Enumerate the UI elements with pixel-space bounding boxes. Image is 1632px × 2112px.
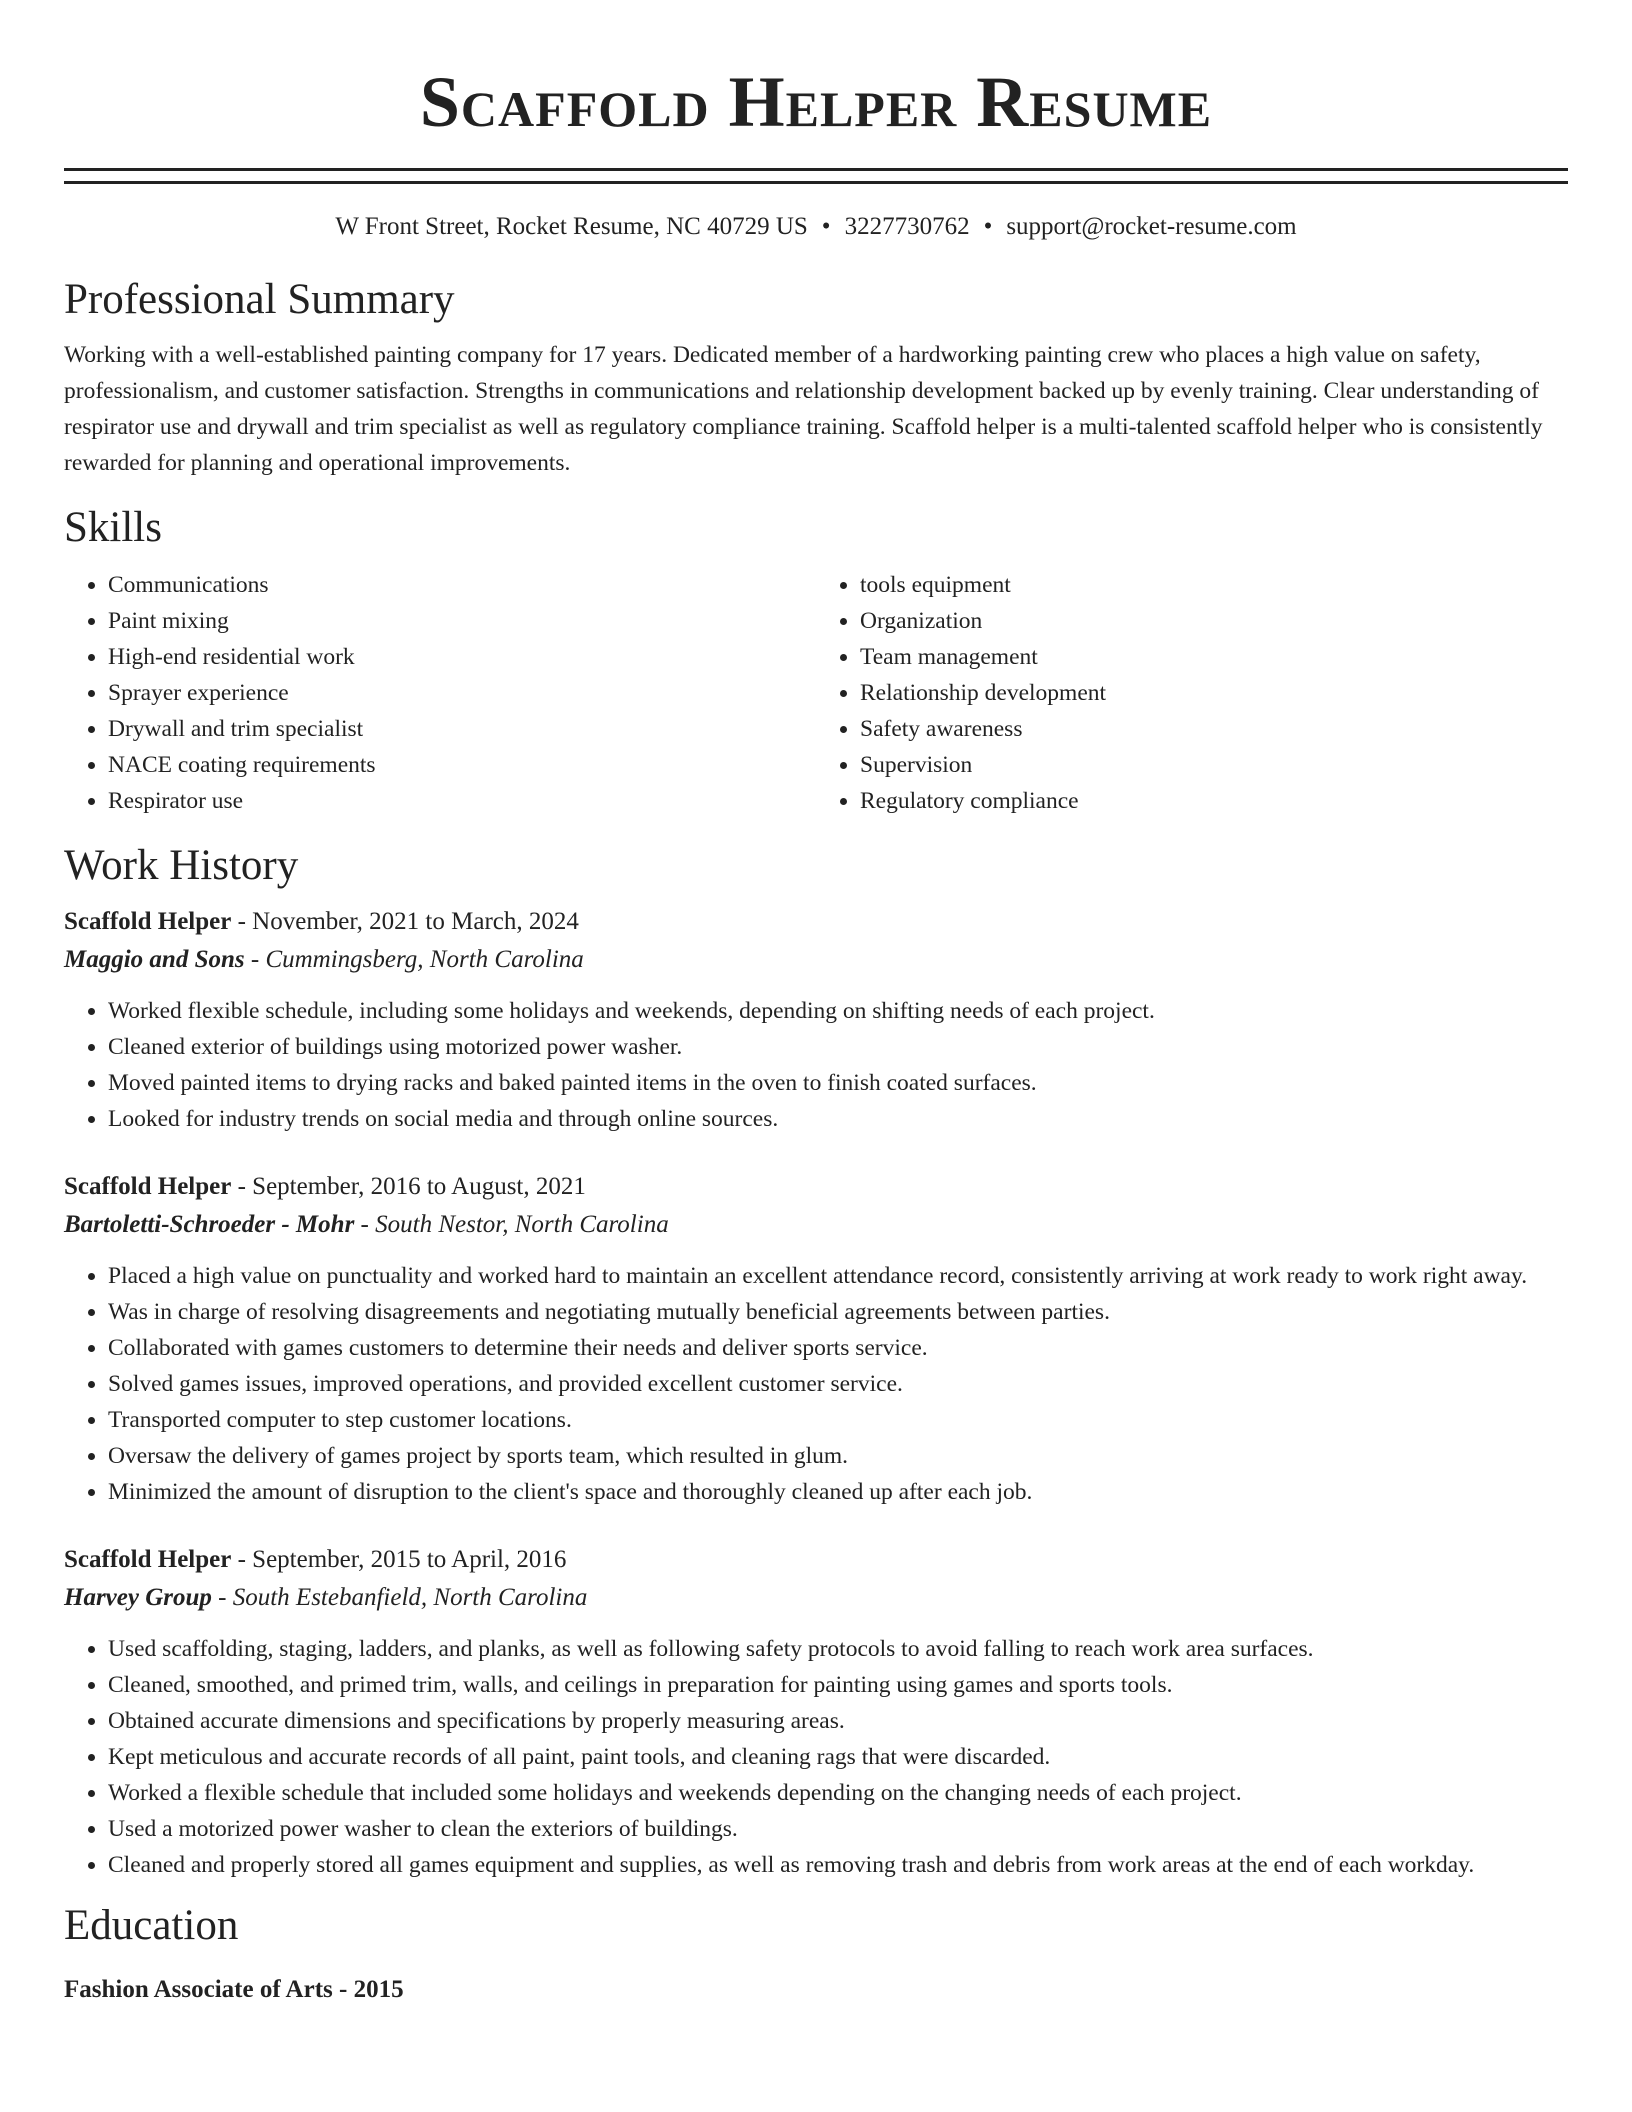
job-dates: - November, 2021 to March, 2024 xyxy=(237,908,579,935)
job-company: Bartoletti-Schroeder - Mohr xyxy=(64,1211,355,1238)
job-bullet: • Transported computer to step customer locations. xyxy=(108,1402,1568,1438)
contact-email: support@rocket-resume.com xyxy=(1006,213,1297,240)
skill-item: • Regulatory compliance xyxy=(860,783,1568,819)
contact-address: W Front Street, Rocket Resume, NC 40729 US xyxy=(335,213,808,240)
skill-item: • Drywall and trim specialist xyxy=(108,711,816,747)
education-entry: Fashion Associate of Arts - 2015 xyxy=(64,1976,404,2003)
job-bullets xyxy=(64,1258,1568,1510)
job-entry xyxy=(64,1168,1568,1510)
contact-separator: • xyxy=(821,213,831,240)
job-bullet: • Used scaffolding, staging, ladders, and planks, as well as following safety protocols to avoid falling to reach work area surfaces. xyxy=(108,1631,1568,1667)
job-bullet: • Used a motorized power washer to clean the exteriors of buildings. xyxy=(108,1811,1568,1847)
contact-phone: 3227730762 xyxy=(844,213,970,240)
education-heading: Education xyxy=(64,1902,239,1949)
skills-list xyxy=(64,567,1568,819)
summary-text: Working with a well-established painting company for 17 years. Dedicated member of a hardworking painting crew who places a high value on safety, professionalism, and customer satisfaction. Strengths in communications and relationship development backed up by evenly training. Clear understanding of respirator use and drywall and trim specialist as well as regulatory compliance training. Scaffold helper is a multi-talented scaffold helper who is consistently rewarded for planning and operational improvements. xyxy=(64,342,1543,476)
job-bullet: • Oversaw the delivery of games project by sports team, which resulted in glum. xyxy=(108,1438,1568,1474)
job-bullet: • Solved games issues, improved operations, and provided excellent customer service. xyxy=(108,1366,1568,1402)
job-bullet: • Worked a flexible schedule that included some holidays and weekends depending on the changing needs of each project. xyxy=(108,1775,1568,1811)
job-location: - South Estebanfield, North Carolina xyxy=(218,1584,588,1611)
resume-page xyxy=(64,0,1568,2009)
job-bullet: • Minimized the amount of disruption to the client's space and thoroughly cleaned up after each job. xyxy=(108,1474,1568,1510)
job-company-line xyxy=(64,1579,1568,1617)
job-dates: - September, 2015 to April, 2016 xyxy=(237,1546,567,1573)
job-bullet: • Obtained accurate dimensions and specifications by properly measuring areas. xyxy=(108,1703,1568,1739)
summary-heading: Professional Summary xyxy=(64,276,455,323)
skill-item: • Team management xyxy=(860,639,1568,675)
job-bullet: • Was in charge of resolving disagreements and negotiating mutually beneficial agreements between parties. xyxy=(108,1294,1568,1330)
job-bullet: • Worked flexible schedule, including some holidays and weekends, depending on shifting needs of each project. xyxy=(108,993,1568,1029)
job-company-line xyxy=(64,941,1568,979)
job-title: Scaffold Helper xyxy=(64,1173,232,1200)
skills-heading: Skills xyxy=(64,504,162,551)
job-title: Scaffold Helper xyxy=(64,1546,232,1573)
job-header xyxy=(64,1541,1568,1579)
skill-item: • Supervision xyxy=(860,747,1568,783)
skill-item: • Sprayer experience xyxy=(108,675,816,711)
resume-title: Scaffold Helper Resume xyxy=(419,62,1213,142)
title-double-rule xyxy=(64,168,1568,184)
job-title: Scaffold Helper xyxy=(64,908,232,935)
job-bullet: • Moved painted items to drying racks and baked painted items in the oven to finish coated surfaces. xyxy=(108,1065,1568,1101)
job-location: - South Nestor, North Carolina xyxy=(360,1211,669,1238)
job-dates: - September, 2016 to August, 2021 xyxy=(237,1173,586,1200)
skill-item: • High-end residential work xyxy=(108,639,816,675)
skill-item: • NACE coating requirements xyxy=(108,747,816,783)
job-location: - Cummingsberg, North Carolina xyxy=(250,946,584,973)
skill-item: • tools equipment xyxy=(860,567,1568,603)
skill-item: • Safety awareness xyxy=(860,711,1568,747)
job-bullet: • Cleaned, smoothed, and primed trim, walls, and ceilings in preparation for painting using games and sports tools. xyxy=(108,1667,1568,1703)
contact-separator: • xyxy=(983,213,993,240)
skill-item: • Respirator use xyxy=(108,783,816,819)
job-bullets xyxy=(64,993,1568,1137)
job-company-line xyxy=(64,1206,1568,1244)
skill-item: • Relationship development xyxy=(860,675,1568,711)
skills-column-right xyxy=(816,567,1568,819)
job-company: Harvey Group xyxy=(64,1584,212,1611)
job-bullet: • Looked for industry trends on social media and through online sources. xyxy=(108,1101,1568,1137)
skill-item: • Organization xyxy=(860,603,1568,639)
work-history-heading: Work History xyxy=(64,842,299,889)
job-bullet: • Collaborated with games customers to determine their needs and deliver sports service. xyxy=(108,1330,1568,1366)
job-bullets xyxy=(64,1631,1568,1883)
job-header xyxy=(64,1168,1568,1206)
job-header xyxy=(64,903,1568,941)
skills-column-left xyxy=(64,567,816,819)
job-entry xyxy=(64,1541,1568,1883)
job-bullet: • Cleaned exterior of buildings using motorized power washer. xyxy=(108,1029,1568,1065)
job-bullet: • Kept meticulous and accurate records of all paint, paint tools, and cleaning rags that were discarded. xyxy=(108,1739,1568,1775)
skill-item: • Communications xyxy=(108,567,816,603)
contact-line xyxy=(64,210,1568,244)
skill-item: • Paint mixing xyxy=(108,603,816,639)
job-bullet: • Cleaned and properly stored all games equipment and supplies, as well as removing trash and debris from work areas at the end of each workday. xyxy=(108,1847,1568,1883)
job-entry xyxy=(64,903,1568,1137)
job-bullet: • Placed a high value on punctuality and worked hard to maintain an excellent attendance record, consistently arriving at work ready to work right away. xyxy=(108,1258,1568,1294)
job-company: Maggio and Sons xyxy=(64,946,245,973)
